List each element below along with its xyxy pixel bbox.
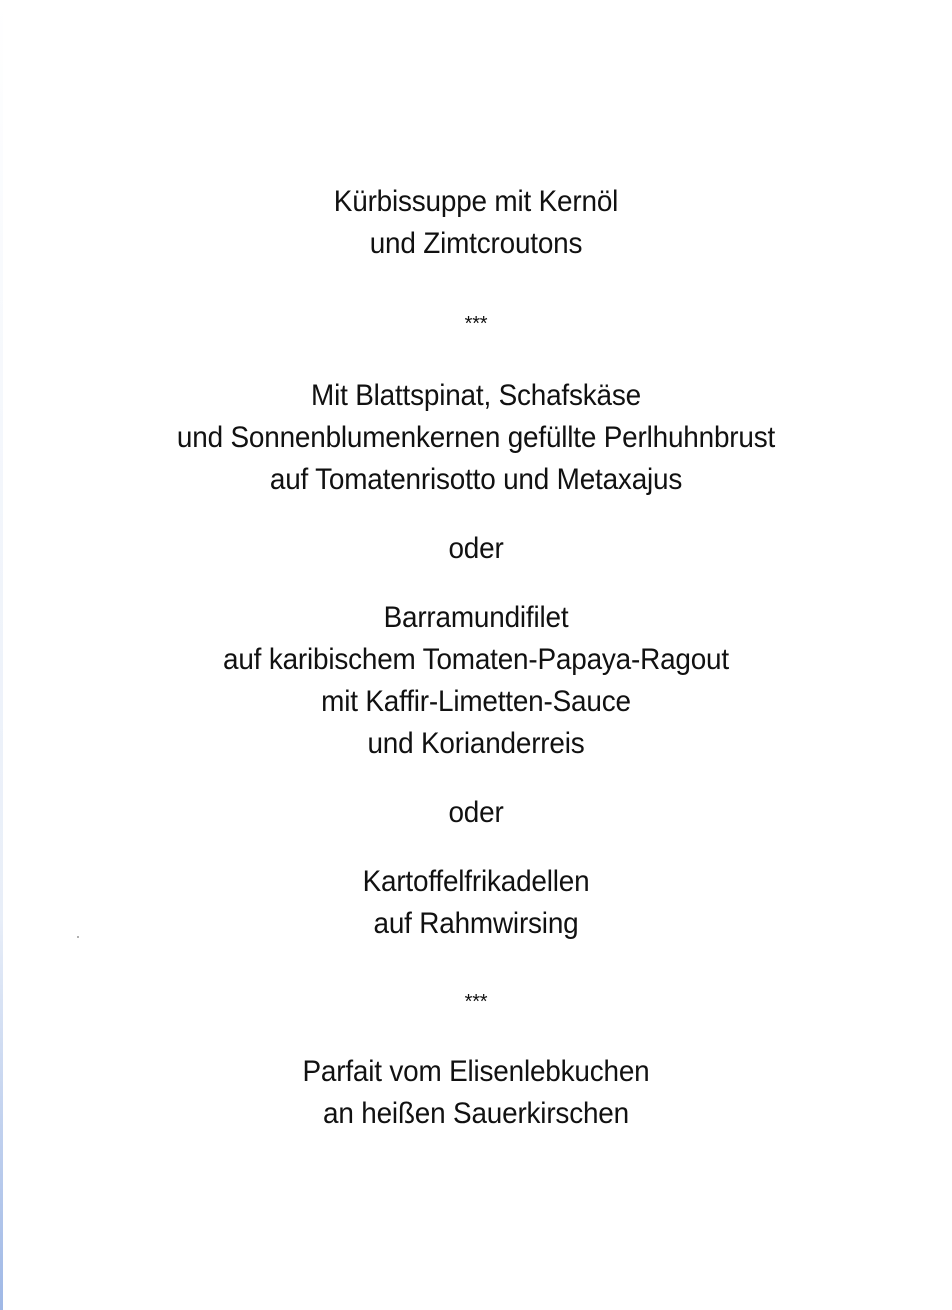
course-separator-2: *** xyxy=(464,991,488,1013)
or-divider-2: oder xyxy=(448,796,504,829)
course-separator-1: *** xyxy=(464,313,488,335)
dessert-line-1: Parfait vom Elisenlebkuchen xyxy=(302,1055,650,1088)
main1-line-3: auf Tomatenrisotto und Metaxajus xyxy=(269,463,683,496)
main2-line-2: auf karibischem Tomaten-Papaya-Ragout xyxy=(223,643,729,676)
main2-line-1: Barramundifilet xyxy=(383,601,569,634)
main1-line-2: und Sonnenblumenkernen gefüllte Perlhuhnbrust xyxy=(176,421,776,454)
main3-line-1: Kartoffelfrikadellen xyxy=(362,865,590,898)
dessert-line-2: an heißen Sauerkirschen xyxy=(323,1097,629,1130)
or-divider-1: oder xyxy=(448,532,504,565)
main2-line-3: mit Kaffir-Limetten-Sauce xyxy=(321,685,631,718)
main2-line-4: und Korianderreis xyxy=(367,727,585,760)
starter-line-1: Kürbissuppe mit Kernöl xyxy=(333,185,619,218)
starter-line-2: und Zimtcroutons xyxy=(369,227,583,260)
main3-line-2: auf Rahmwirsing xyxy=(373,907,579,940)
main1-line-1: Mit Blattspinat, Schafskäse xyxy=(311,379,641,412)
page-edge xyxy=(0,0,3,1310)
